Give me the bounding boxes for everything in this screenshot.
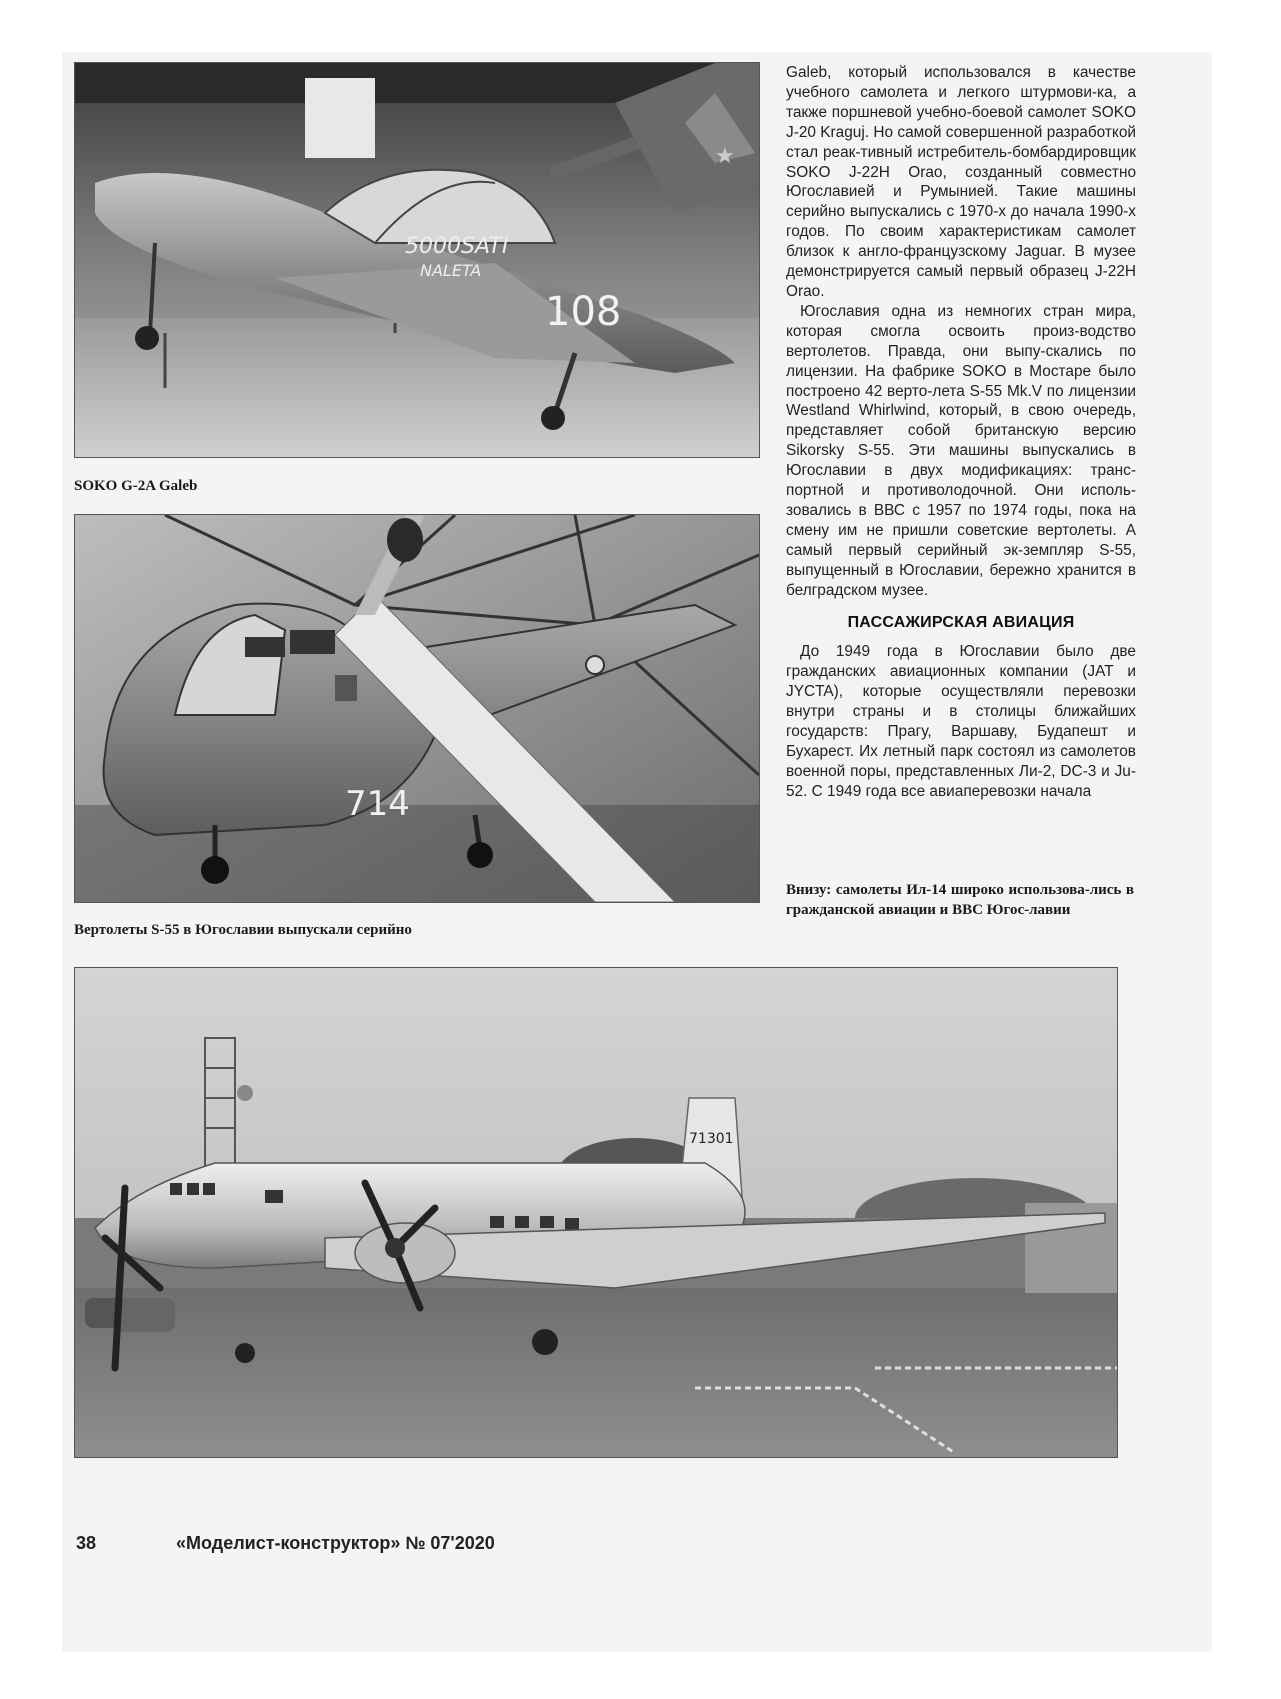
svg-text:★: ★ <box>715 144 735 169</box>
galeb-nose-text: 5000SATI <box>405 234 509 259</box>
photo-s55 <box>74 514 760 903</box>
caption-il14: Внизу: самолеты Ил-14 широко использова-лись в гражданской авиации и ВВС Югос-лавии <box>786 882 1134 918</box>
galeb-jet-image <box>75 63 759 457</box>
article-paragraph-2: Югославия одна из немногих стран мира, которая смогла освоить произ-водство вертолетов. Правда, они выпу-скались по лицензии. На фабрике SOKO в Мостаре было построено 42 верто-лета S-55 Mk.V по лицензии Westland Whirlwind, который, в свою очередь, представляет собой британскую версию Sikorsky S-55. Эти машины выпускались в Югославии в двух модификациях: транс-портной и противолодочной. Они исполь-зовались в ВВС с 1957 по 1974 годы, пока на смену им не пришли советские вертолеты. А самый первый серийный эк-земпляр S-55, выпущенный в Югославии, бережно хранится в белградском музее. <box>786 302 1136 599</box>
page-number: 38 <box>76 1533 97 1553</box>
il14-tail-number: 71301 <box>689 1131 734 1147</box>
article-paragraph-3: До 1949 года в Югославии было две гражданских авиационных компании (JAT и JYCTA), которые осуществляли перевозки внутри страны и в столицы ближайших государств: Прагу, Варшаву, Будапешт и Бухарест. Их летный парк состоял из самолетов военной поры, представленных Ли-2, DC-3 и Ju-52. С 1949 года все авиаперевозки начала <box>786 643 1136 800</box>
galeb-nose-text2: NALETA <box>420 261 482 280</box>
s55-helicopter-image <box>75 515 759 902</box>
caption-galeb: SOKO G-2A Galeb <box>74 478 198 494</box>
section-heading: ПАССАЖИРСКАЯ АВИАЦИЯ <box>847 614 1075 632</box>
photo-il14 <box>74 967 1118 1458</box>
photo-galeb <box>74 62 760 458</box>
s55-tail-number: 714 <box>345 784 410 824</box>
article-paragraph-1: Galeb, который использовался в качестве учебного самолета и легкого штурмови-ка, а также поршневой учебно-боевой самолет SOKO J-20 Kraguj. Но самой совершенной разработкой стал реак-тивный истребитель-бомбардировщик SOKO J-22H Orao, созданный совместно Югославией и Румынией. Такие машины серийно выпускались с 1970-х до начала 1990-х годов. По своим характеристикам самолет близок к англо-французскому Jaguar. В музее демонстрируется самый первый образец J-22H Orao. <box>786 64 1136 300</box>
magazine-title: «Моделист-конструктор» № 07'2020 <box>176 1533 495 1553</box>
il14-airplane-image <box>75 968 1117 1457</box>
article-column <box>786 63 1136 802</box>
caption-s55: Вертолеты S-55 в Югославии выпускали серийно <box>74 922 412 938</box>
galeb-tail-number: 108 <box>545 289 622 335</box>
